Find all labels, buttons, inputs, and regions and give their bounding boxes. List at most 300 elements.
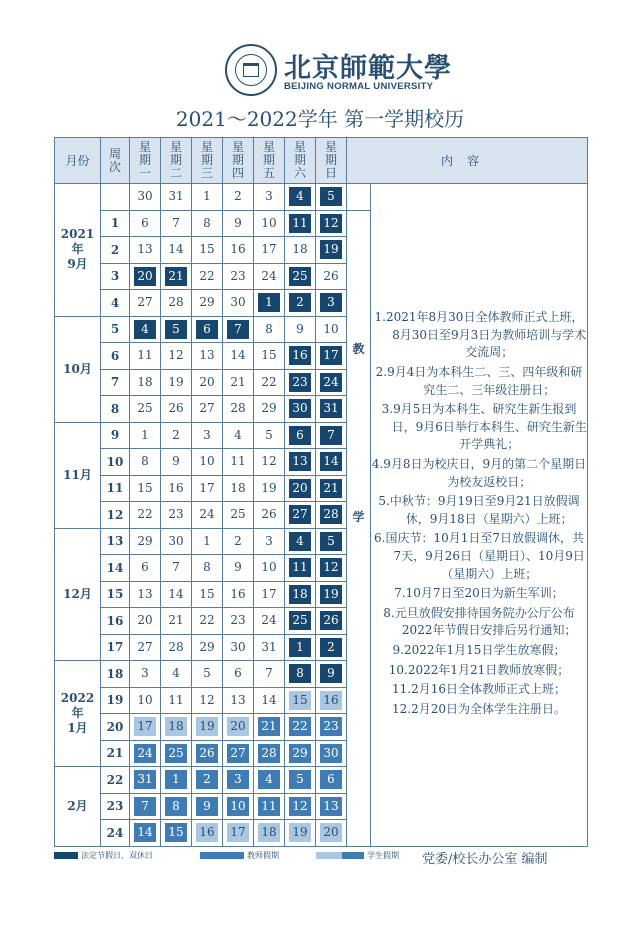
day-cell — [130, 316, 161, 343]
day-number: 8 — [165, 797, 187, 816]
day-cell — [161, 634, 192, 661]
day-cell — [254, 237, 285, 264]
day-cell — [130, 369, 161, 396]
day-number: 15 — [199, 586, 215, 601]
day-number: 18 — [258, 823, 280, 842]
day-cell — [161, 237, 192, 264]
table-row — [55, 184, 588, 211]
day-number: 21 — [168, 613, 184, 628]
day-cell — [130, 184, 161, 211]
legend-swatch — [316, 852, 342, 859]
day-cell — [316, 714, 347, 741]
day-number: 4 — [234, 427, 242, 442]
day-number: 18 — [292, 242, 308, 257]
day-cell — [285, 634, 316, 661]
day-cell — [161, 343, 192, 370]
day-number: 8 — [289, 664, 311, 683]
note-item: 12.2月20日为全体学生注册日。 — [392, 701, 566, 716]
day-number: 15 — [137, 480, 153, 495]
page-title: 2021～2022学年 第一学期校历 — [175, 107, 465, 131]
day-cell — [161, 820, 192, 847]
day-number: 22 — [289, 717, 311, 736]
day-number: 10 — [261, 560, 277, 575]
day-number: 3 — [227, 770, 249, 789]
day-number: 15 — [261, 348, 277, 363]
day-cell — [285, 555, 316, 582]
day-number: 10 — [323, 321, 339, 336]
day-number: 21 — [320, 479, 342, 498]
day-cell — [130, 475, 161, 502]
day-number: 31 — [261, 639, 277, 654]
day-number: 26 — [320, 611, 342, 630]
day-number: 23 — [230, 268, 246, 283]
day-cell — [223, 555, 254, 582]
day-cell — [192, 396, 223, 423]
day-cell — [316, 290, 347, 317]
day-cell — [223, 263, 254, 290]
day-cell — [223, 449, 254, 476]
day-number: 27 — [137, 639, 153, 654]
day-cell — [254, 634, 285, 661]
day-number: 20 — [320, 823, 342, 842]
day-cell — [316, 687, 347, 714]
day-number: 30 — [137, 189, 153, 204]
day-number: 13 — [230, 692, 246, 707]
day-cell — [316, 343, 347, 370]
day-cell — [223, 661, 254, 688]
day-cell — [285, 369, 316, 396]
day-number: 24 — [320, 373, 342, 392]
day-number: 14 — [134, 823, 156, 842]
day-number: 1 — [258, 293, 280, 312]
day-cell — [223, 316, 254, 343]
note-item: 3.9月5日为本科生、研究生新生报到日，9月6日举行本科生、研究生新生开学典礼； — [381, 402, 587, 452]
day-cell — [285, 263, 316, 290]
day-cell — [130, 767, 161, 794]
day-cell — [254, 740, 285, 767]
day-number: 15 — [199, 242, 215, 257]
day-number: 22 — [199, 613, 215, 628]
day-cell — [254, 343, 285, 370]
day-cell — [223, 634, 254, 661]
day-number: 19 — [196, 717, 218, 736]
header-month: 月份 — [55, 138, 101, 184]
day-cell — [316, 449, 347, 476]
day-number: 2 — [234, 189, 242, 204]
day-cell — [285, 316, 316, 343]
day-cell — [130, 740, 161, 767]
day-cell — [161, 581, 192, 608]
day-number: 2 — [320, 638, 342, 657]
day-number: 18 — [137, 374, 153, 389]
day-number: 26 — [168, 401, 184, 416]
day-number: 2 — [289, 293, 311, 312]
day-number: 17 — [320, 346, 342, 365]
day-number: 25 — [289, 267, 311, 286]
day-number: 1 — [165, 770, 187, 789]
day-number: 29 — [261, 401, 277, 416]
day-cell — [316, 184, 347, 211]
day-number: 17 — [134, 717, 156, 736]
day-number: 6 — [320, 770, 342, 789]
day-number: 4 — [258, 770, 280, 789]
header-day: 星 期 三 — [192, 138, 223, 184]
day-cell — [223, 793, 254, 820]
day-cell — [285, 714, 316, 741]
day-number: 13 — [289, 452, 311, 471]
day-cell — [161, 714, 192, 741]
note-item: 6.国庆节：10月1日至7日放假调休，共7天，9月26日（星期日）、10月9日（星期六）上班； — [374, 531, 585, 581]
day-cell — [130, 581, 161, 608]
day-cell — [192, 634, 223, 661]
day-cell — [223, 687, 254, 714]
day-number: 4 — [134, 320, 156, 339]
day-number: 22 — [137, 507, 153, 522]
day-cell — [254, 608, 285, 635]
day-cell — [130, 820, 161, 847]
day-cell — [254, 661, 285, 688]
day-cell — [130, 263, 161, 290]
day-cell — [130, 555, 161, 582]
day-number: 5 — [265, 427, 273, 442]
day-number: 10 — [227, 797, 249, 816]
note-item: 7.10月7日至20日为新生军训； — [394, 586, 564, 601]
day-cell — [130, 608, 161, 635]
day-number: 10 — [137, 692, 153, 707]
day-cell — [223, 237, 254, 264]
note-item: 10.2022年1月21日教师放寒假； — [388, 662, 570, 677]
day-number: 8 — [265, 321, 273, 336]
day-cell — [285, 184, 316, 211]
day-number: 23 — [289, 373, 311, 392]
day-cell — [316, 820, 347, 847]
day-cell — [285, 502, 316, 529]
day-cell — [223, 740, 254, 767]
month-label: 10月 — [55, 316, 101, 422]
day-number: 17 — [227, 823, 249, 842]
day-number: 14 — [320, 452, 342, 471]
day-cell — [192, 793, 223, 820]
day-cell — [161, 528, 192, 555]
day-number: 29 — [199, 295, 215, 310]
day-cell — [192, 449, 223, 476]
day-number: 29 — [137, 533, 153, 548]
day-number: 18 — [289, 585, 311, 604]
day-number: 17 — [199, 480, 215, 495]
day-number: 31 — [134, 770, 156, 789]
day-cell — [285, 422, 316, 449]
day-cell — [161, 210, 192, 237]
day-cell — [192, 714, 223, 741]
day-cell — [161, 316, 192, 343]
note-item: 4.9月8日为校庆日，9月的第二个星期日为校友返校日； — [371, 456, 587, 489]
day-number: 9 — [234, 215, 242, 230]
note-item: 9.2022年1月15日学生放寒假； — [392, 642, 566, 657]
week-number: 17 — [101, 634, 130, 661]
day-cell — [130, 237, 161, 264]
teaching-label: 教 学 — [347, 210, 371, 846]
day-cell — [161, 608, 192, 635]
day-number: 17 — [261, 242, 277, 257]
day-number: 29 — [199, 639, 215, 654]
day-cell — [161, 475, 192, 502]
day-number: 1 — [289, 638, 311, 657]
day-cell — [192, 555, 223, 582]
day-cell — [161, 396, 192, 423]
week-number: 7 — [101, 369, 130, 396]
day-number: 27 — [137, 295, 153, 310]
day-number: 19 — [320, 240, 342, 259]
week-number: 20 — [101, 714, 130, 741]
day-number: 12 — [168, 348, 184, 363]
day-cell — [285, 343, 316, 370]
day-number: 16 — [168, 480, 184, 495]
day-number: 16 — [230, 586, 246, 601]
header-day: 星 期 一 — [130, 138, 161, 184]
day-cell — [254, 793, 285, 820]
day-cell — [316, 502, 347, 529]
month-label: 12月 — [55, 528, 101, 661]
header-day: 星 期 四 — [223, 138, 254, 184]
notes-content — [371, 184, 588, 847]
day-cell — [223, 502, 254, 529]
day-cell — [285, 581, 316, 608]
day-cell — [223, 475, 254, 502]
day-number: 21 — [230, 374, 246, 389]
day-number: 11 — [289, 214, 311, 233]
day-cell — [316, 608, 347, 635]
day-number: 3 — [320, 293, 342, 312]
day-number: 18 — [165, 717, 187, 736]
day-cell — [316, 634, 347, 661]
university-seal-icon — [225, 44, 277, 96]
day-cell — [254, 528, 285, 555]
day-number: 14 — [168, 586, 184, 601]
week-number: 13 — [101, 528, 130, 555]
week-number: 22 — [101, 767, 130, 794]
day-cell — [316, 237, 347, 264]
day-cell — [130, 396, 161, 423]
day-cell — [161, 687, 192, 714]
day-number: 9 — [172, 454, 180, 469]
week-number: 19 — [101, 687, 130, 714]
note-item: 2.9月4日为本科生二、三、四年级和研究生二、三年级注册日； — [375, 365, 583, 397]
day-number: 2 — [172, 427, 180, 442]
note-item: 1.2021年8月30日全体教师正式上班，8月30日至9月3日为教师培训与学术交流周； — [374, 310, 587, 360]
legend-swatch — [200, 852, 244, 859]
day-number: 13 — [137, 586, 153, 601]
day-cell — [316, 316, 347, 343]
header-day: 星 期 二 — [161, 138, 192, 184]
day-cell — [223, 290, 254, 317]
day-number: 6 — [289, 426, 311, 445]
day-number: 20 — [227, 717, 249, 736]
week-number: 2 — [101, 237, 130, 264]
day-cell — [130, 502, 161, 529]
day-number: 28 — [230, 401, 246, 416]
day-cell — [130, 290, 161, 317]
day-number: 6 — [141, 215, 149, 230]
teaching-spacer — [347, 184, 371, 211]
day-number: 30 — [230, 295, 246, 310]
day-number: 24 — [199, 507, 215, 522]
day-cell — [285, 237, 316, 264]
day-number: 31 — [168, 189, 184, 204]
day-cell — [285, 396, 316, 423]
day-number: 28 — [168, 639, 184, 654]
day-number: 10 — [199, 454, 215, 469]
day-cell — [223, 581, 254, 608]
day-number: 22 — [199, 268, 215, 283]
week-number: 14 — [101, 555, 130, 582]
day-number: 9 — [320, 664, 342, 683]
day-number: 17 — [261, 586, 277, 601]
week-number: 15 — [101, 581, 130, 608]
week-number: 8 — [101, 396, 130, 423]
day-cell — [223, 422, 254, 449]
day-number: 14 — [168, 242, 184, 257]
day-number: 5 — [320, 532, 342, 551]
day-number: 28 — [320, 505, 342, 524]
day-cell — [285, 767, 316, 794]
day-number: 12 — [261, 454, 277, 469]
day-cell — [285, 449, 316, 476]
day-cell — [130, 449, 161, 476]
week-number: 1 — [101, 210, 130, 237]
day-number: 21 — [165, 267, 187, 286]
day-number: 11 — [168, 692, 184, 707]
header-content: 内容 — [347, 138, 588, 184]
day-cell — [161, 263, 192, 290]
day-cell — [130, 528, 161, 555]
day-number: 30 — [320, 744, 342, 763]
note-item: 8.元旦放假安排待国务院办公厅公布2022年节假日安排后另行通知； — [383, 605, 577, 638]
day-cell — [254, 396, 285, 423]
day-number: 11 — [230, 454, 246, 469]
day-number: 27 — [227, 744, 249, 763]
day-number: 5 — [320, 187, 342, 206]
day-number: 16 — [230, 242, 246, 257]
day-cell — [316, 793, 347, 820]
day-number: 9 — [234, 560, 242, 575]
header-day: 星 期 日 — [316, 138, 347, 184]
legend-item-holiday: 法定节假日、双休日 — [54, 850, 153, 862]
note-item: 5.中秋节：9月19日至9月21日放假调休，9月18日（星期六）上班； — [378, 494, 580, 526]
day-cell — [130, 343, 161, 370]
header-day: 星 期 五 — [254, 138, 285, 184]
day-cell — [192, 184, 223, 211]
week-number: 12 — [101, 502, 130, 529]
university-name-cn: 北京師範大學 — [284, 53, 452, 84]
day-cell — [285, 608, 316, 635]
day-number: 22 — [261, 374, 277, 389]
day-number: 16 — [196, 823, 218, 842]
header-day: 星 期 六 — [285, 138, 316, 184]
calendar-body — [55, 184, 588, 847]
day-cell — [285, 687, 316, 714]
day-number: 6 — [141, 560, 149, 575]
week-number — [101, 184, 130, 211]
day-number: 19 — [289, 823, 311, 842]
day-cell — [161, 661, 192, 688]
day-cell — [316, 396, 347, 423]
day-cell — [192, 316, 223, 343]
day-number: 16 — [320, 691, 342, 710]
footer-editor: 党委/校长办公室 编制 — [422, 852, 548, 867]
day-number: 11 — [137, 348, 153, 363]
day-cell — [285, 820, 316, 847]
day-cell — [223, 369, 254, 396]
day-cell — [316, 528, 347, 555]
day-cell — [223, 396, 254, 423]
note-item: 11.2月16日全体教师正式上班； — [392, 682, 566, 697]
month-label: 2021年 9月 — [55, 184, 101, 317]
day-number: 16 — [289, 346, 311, 365]
week-number: 9 — [101, 422, 130, 449]
week-number: 24 — [101, 820, 130, 847]
day-cell — [130, 714, 161, 741]
day-number: 25 — [289, 611, 311, 630]
day-cell — [192, 343, 223, 370]
day-cell — [316, 555, 347, 582]
day-cell — [192, 502, 223, 529]
day-cell — [130, 422, 161, 449]
day-number: 5 — [165, 320, 187, 339]
day-cell — [316, 740, 347, 767]
day-cell — [192, 581, 223, 608]
legend-item-teacher: 教师假期 — [200, 850, 279, 862]
day-cell — [161, 740, 192, 767]
day-number: 26 — [323, 268, 339, 283]
day-cell — [161, 793, 192, 820]
day-number: 28 — [258, 744, 280, 763]
day-number: 13 — [137, 242, 153, 257]
day-cell — [254, 687, 285, 714]
month-label: 11月 — [55, 422, 101, 528]
day-cell — [316, 581, 347, 608]
day-number: 30 — [289, 399, 311, 418]
day-cell — [254, 316, 285, 343]
day-number: 1 — [203, 533, 211, 548]
day-cell — [254, 581, 285, 608]
day-cell — [254, 422, 285, 449]
week-number: 3 — [101, 263, 130, 290]
day-cell — [130, 687, 161, 714]
day-number: 18 — [230, 480, 246, 495]
day-number: 7 — [172, 215, 180, 230]
day-number: 24 — [134, 744, 156, 763]
day-number: 8 — [141, 454, 149, 469]
day-cell — [192, 767, 223, 794]
day-cell — [285, 210, 316, 237]
day-cell — [223, 184, 254, 211]
day-number: 20 — [134, 267, 156, 286]
day-cell — [316, 475, 347, 502]
day-number: 24 — [261, 613, 277, 628]
day-number: 24 — [261, 268, 277, 283]
day-number: 12 — [289, 797, 311, 816]
day-cell — [254, 475, 285, 502]
day-number: 12 — [320, 558, 342, 577]
day-number: 25 — [165, 744, 187, 763]
legend-item-student: 学生假期 — [316, 850, 399, 862]
day-cell — [223, 528, 254, 555]
day-number: 7 — [265, 666, 273, 681]
day-cell — [254, 820, 285, 847]
day-cell — [254, 449, 285, 476]
week-number: 18 — [101, 661, 130, 688]
day-cell — [285, 290, 316, 317]
